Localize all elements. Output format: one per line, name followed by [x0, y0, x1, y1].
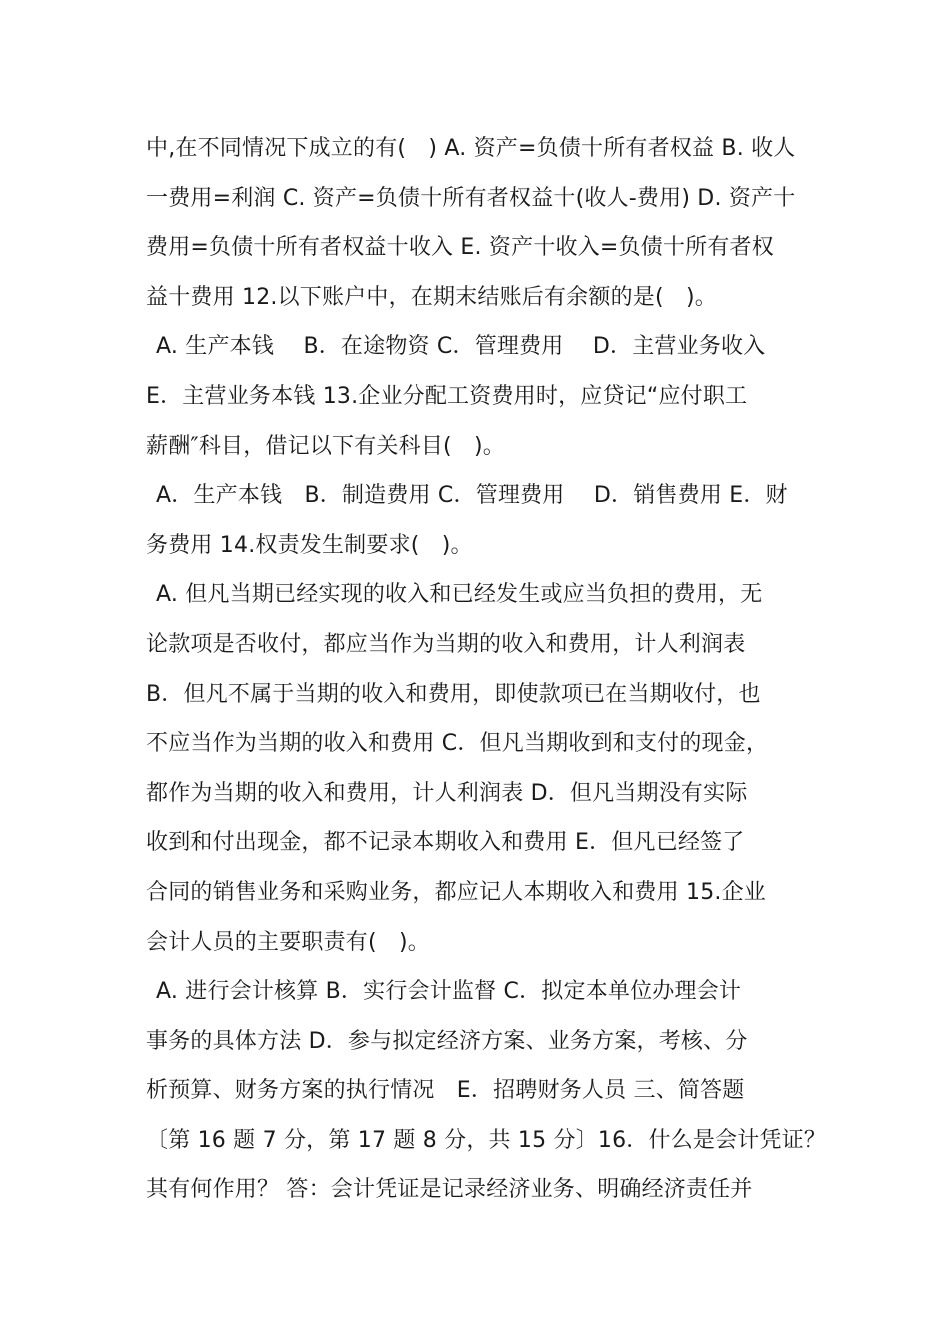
- text-line: 不应当作为当期的收入和费用 C．但凡当期收到和支付的现金，: [146, 731, 769, 757]
- document-body: [146, 124, 826, 1215]
- text-line: 都作为当期的收入和费用，计人利润表 D．但凡当期没有实际: [146, 780, 748, 806]
- text-line: 薪酬″科目，借记以下有关科目( )。: [146, 433, 505, 459]
- text-line: 析预算、财务方案的执行情况 E．招聘财务人员 三、简答题: [146, 1078, 745, 1104]
- text-line: 〔第 16 题 7 分，第 17 题 8 分，共 15 分〕16．什么是会计凭证？: [146, 1127, 827, 1153]
- text-line: 收到和付出现金，都不记录本期收入和费用 E．但凡已经签了: [146, 830, 745, 856]
- text-line: A. 进行会计核算 B．实行会计监督 C．拟定本单位办理会计: [156, 979, 742, 1005]
- text-line: 事务的具体方法 D．参与拟定经济方案、业务方案，考核、分: [146, 1028, 748, 1054]
- text-line: 合同的销售业务和采购业务，都应记人本期收入和费用 15.企业: [146, 879, 766, 905]
- text-line: 务费用 14.权责发生制要求( )。: [146, 532, 473, 558]
- text-line: E．主营业务本钱 13.企业分配工资费用时，应贷记“应付职工: [146, 383, 748, 409]
- text-line: A. 但凡当期已经实现的收入和已经发生或应当负担的费用，无: [156, 582, 763, 608]
- text-line: 费用=负债十所有者权益十收入 E. 资产十收入=负债十所有者权: [146, 235, 774, 261]
- text-line: B．但凡不属于当期的收入和费用，即使款项已在当期收付，也: [146, 681, 761, 707]
- text-line: 益十费用 12.以下账户中，在期末结账后有余额的是( )。: [146, 284, 717, 310]
- text-line: A. 生产本钱 B．在途物资 C．管理费用 D．主营业务收入: [156, 334, 766, 360]
- text-line: 论款项是否收付，都应当作为当期的收入和费用，计人利润表: [146, 631, 746, 657]
- text-line: 一费用=利润 C. 资产=负债十所有者权益十(收人-费用) D. 资产十: [146, 185, 796, 211]
- text-line: 中,在不同情况下成立的有( ) A. 资产=负债十所有者权益 B. 收人: [146, 136, 796, 161]
- text-line: 会计人员的主要职责有( )。: [146, 929, 430, 955]
- text-line: A．生产本钱 B．制造费用 C．管理费用 D．销售费用 E．财: [156, 483, 788, 509]
- text-line: 其有何作用？ 答：会计凭证是记录经济业务、明确经济责任并: [146, 1177, 753, 1203]
